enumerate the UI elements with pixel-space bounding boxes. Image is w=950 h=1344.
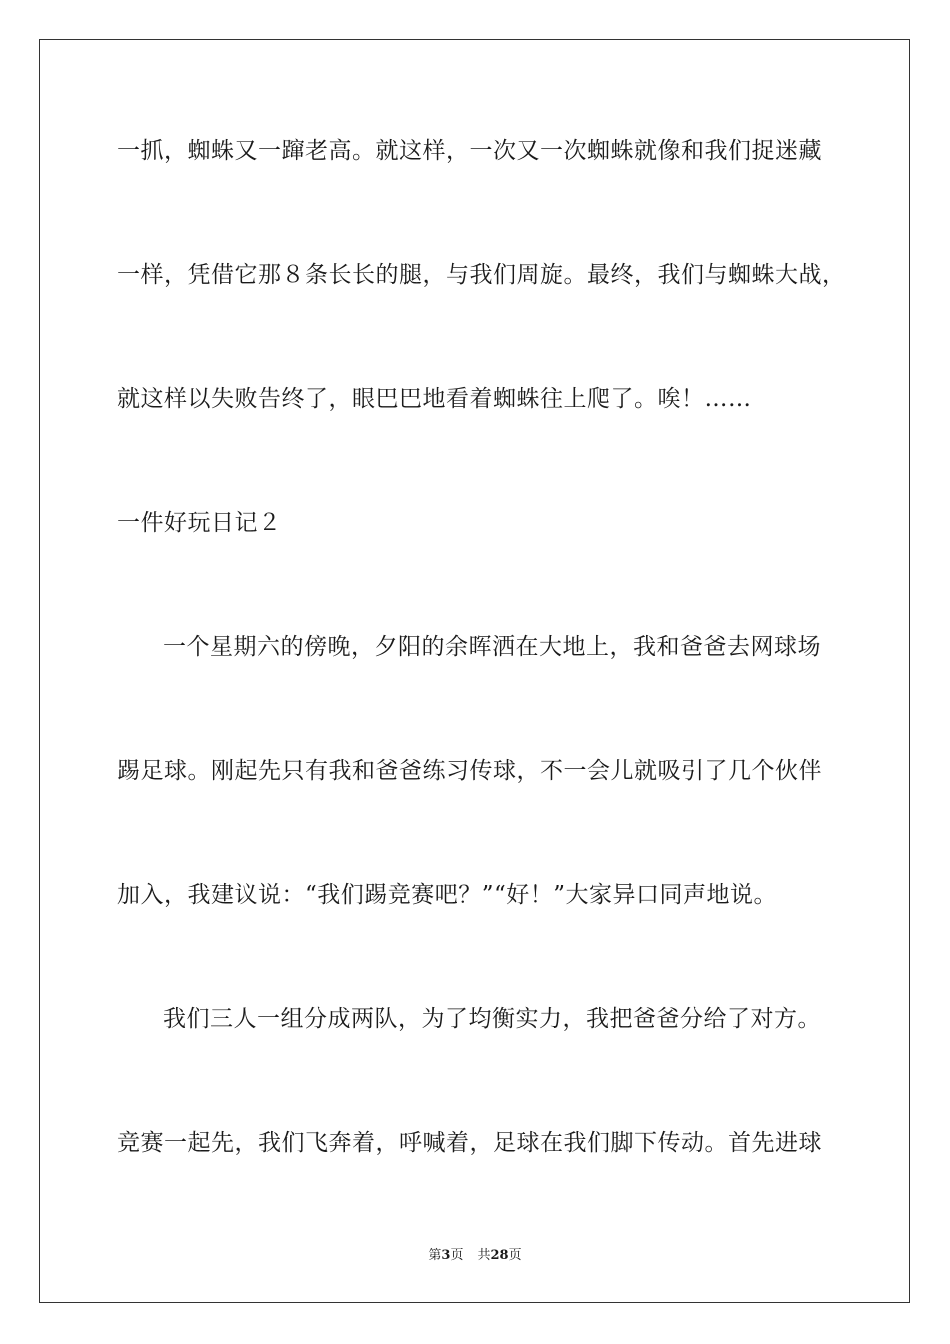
body-line: 一样，凭借它那８条长长的腿，与我们周旋。最终，我们与蜘蛛大战， [117,262,846,288]
footer-page-suffix: 页 [450,1248,464,1263]
body-line: 加入，我建议说：“我们踢竞赛吧？”“好！”大家异口同声地说。 [117,882,778,908]
footer-total-pages: 28 [490,1248,509,1263]
footer-page-number: 3 [441,1248,451,1263]
body-line: 一个星期六的傍晚，夕阳的余晖洒在大地上，我和爸爸去网球场 [163,634,821,660]
page-border [39,39,910,1303]
body-line: 踢足球。刚起先只有我和爸爸练习传球，不一会儿就吸引了几个伙伴 [117,758,822,784]
page-footer [0,1247,950,1265]
footer-page-prefix: 第 [428,1248,442,1263]
body-line: 就这样以失败告终了，眼巴巴地看着蜘蛛往上爬了。唉！…… [117,386,752,412]
body-line: 竞赛一起先，我们飞奔着，呼喊着，足球在我们脚下传动。首先进球 [117,1130,822,1156]
body-line: 我们三人一组分成两队，为了均衡实力，我把爸爸分给了对方。 [163,1006,821,1032]
body-line: 一抓，蜘蛛又一蹿老高。就这样，一次又一次蜘蛛就像和我们捉迷藏 [117,138,822,164]
section-heading: 一件好玩日记２ [117,510,282,536]
footer-total-prefix: 共 [477,1248,491,1263]
footer-total-suffix: 页 [508,1248,522,1263]
